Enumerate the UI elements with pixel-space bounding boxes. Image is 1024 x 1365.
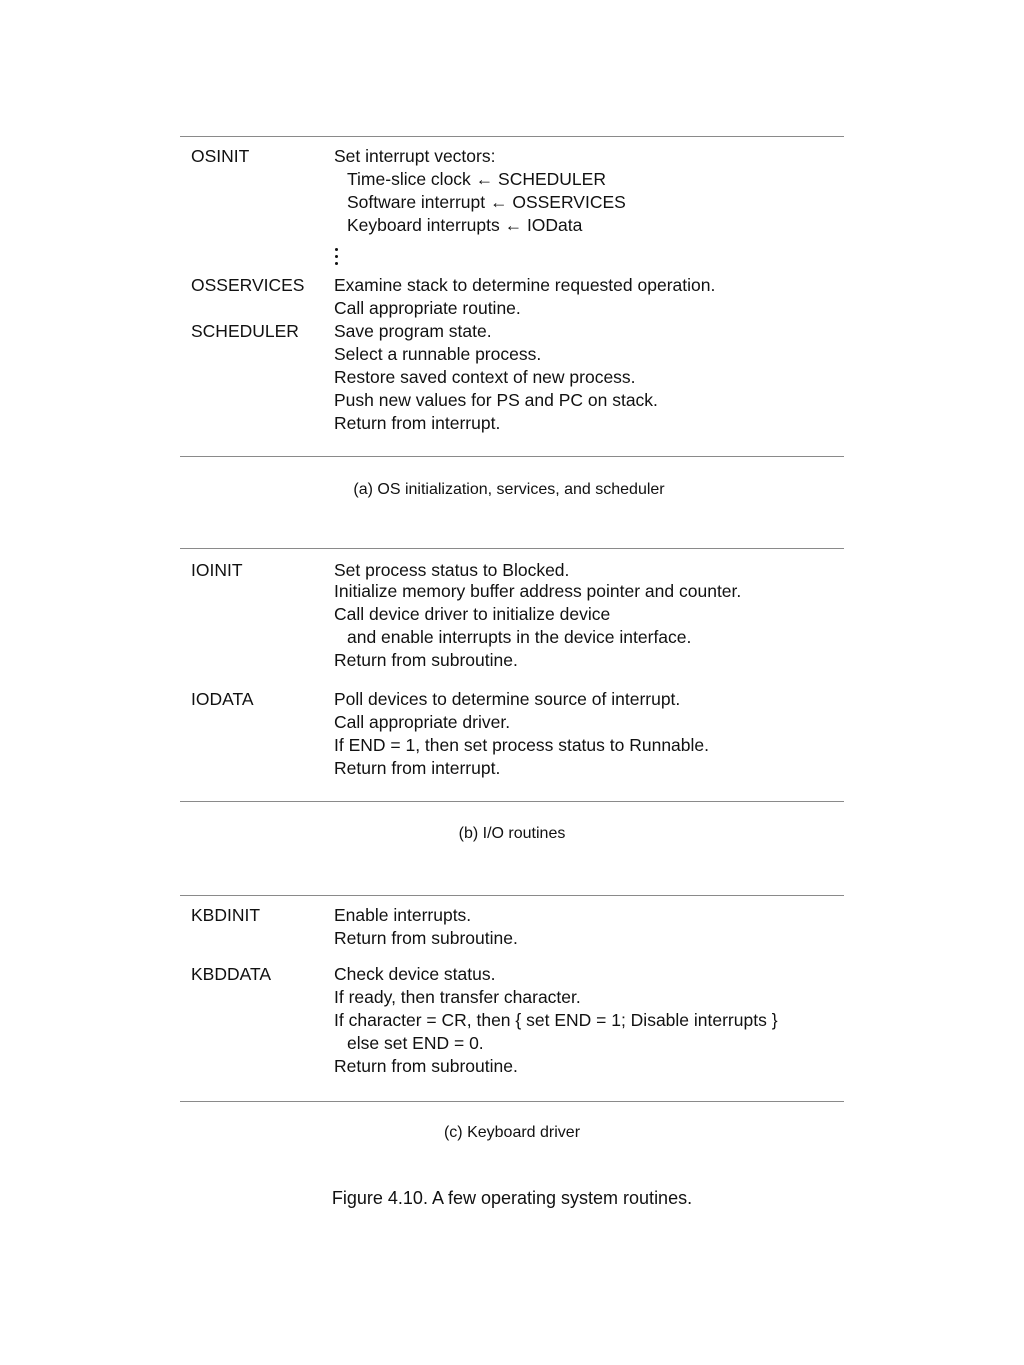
iodata-line-1: Poll devices to determine source of interrupt. <box>334 689 681 709</box>
routine-iodata-name: IODATA <box>191 689 254 709</box>
osinit-line-1: Set interrupt vectors: <box>334 146 496 166</box>
osservices-line-1: Examine stack to determine requested operation. <box>334 275 716 295</box>
osinit-line-2: Time-slice clock ← SCHEDULER <box>347 169 606 189</box>
osservices-line-2: Call appropriate routine. <box>334 298 521 318</box>
scheduler-line-4: Push new values for PS and PC on stack. <box>334 390 658 410</box>
ioinit-line-4: and enable interrupts in the device interface. <box>347 627 692 647</box>
panel-b-bottom-rule <box>180 801 844 802</box>
scheduler-line-1: Save program state. <box>334 321 492 341</box>
panel-a-caption: (a) OS initialization, services, and scheduler <box>353 481 665 498</box>
scheduler-line-2: Select a runnable process. <box>334 344 542 364</box>
panel-a-caption-wrap <box>0 480 1024 500</box>
kbddata-line-2: If ready, then transfer character. <box>334 987 581 1007</box>
panel-b-top-rule <box>180 548 844 549</box>
ioinit-line-3: Call device driver to initialize device <box>334 604 611 624</box>
iodata-line-3: If END = 1, then set process status to Runnable. <box>334 735 709 755</box>
routine-kbdinit-name: KBDINIT <box>191 905 261 925</box>
ioinit-line-5: Return from subroutine. <box>334 650 518 670</box>
panel-b-caption: (b) I/O routines <box>458 825 566 842</box>
panel-c-top-rule <box>180 895 844 896</box>
panel-a-top-rule <box>180 136 844 137</box>
ioinit-line-1: Set process status to Blocked. <box>334 560 570 580</box>
panel-c-bottom-rule <box>180 1101 844 1102</box>
kbddata-line-4: else set END = 0. <box>347 1033 484 1053</box>
kbdinit-line-1: Enable interrupts. <box>334 905 472 925</box>
osinit-line-3: Software interrupt ← OSSERVICES <box>347 192 626 212</box>
routine-osservices-name: OSSERVICES <box>191 275 305 295</box>
ellipsis-vertical-icon <box>334 248 340 268</box>
panel-a-bottom-rule <box>180 456 844 457</box>
iodata-line-4: Return from interrupt. <box>334 758 501 778</box>
kbddata-line-3: If character = CR, then { set END = 1; Disable interrupts } <box>334 1010 778 1030</box>
ioinit-line-2: Initialize memory buffer address pointer and counter. <box>334 581 742 601</box>
routine-osinit-name: OSINIT <box>191 146 250 166</box>
routine-kbddata-name: KBDDATA <box>191 964 272 984</box>
iodata-line-2: Call appropriate driver. <box>334 712 511 732</box>
kbddata-line-1: Check device status. <box>334 964 496 984</box>
figure-caption: Figure 4.10. A few operating system routines. <box>331 1188 693 1208</box>
kbdinit-line-2: Return from subroutine. <box>334 928 518 948</box>
scheduler-line-3: Restore saved context of new process. <box>334 367 636 387</box>
panel-c-caption: (c) Keyboard driver <box>443 1124 581 1141</box>
osinit-line-4: Keyboard interrupts ← IOData <box>347 215 583 235</box>
routine-ioinit-name: IOINIT <box>191 560 243 580</box>
scheduler-line-5: Return from interrupt. <box>334 413 501 433</box>
kbddata-line-5: Return from subroutine. <box>334 1056 518 1076</box>
routine-scheduler-name: SCHEDULER <box>191 321 299 341</box>
